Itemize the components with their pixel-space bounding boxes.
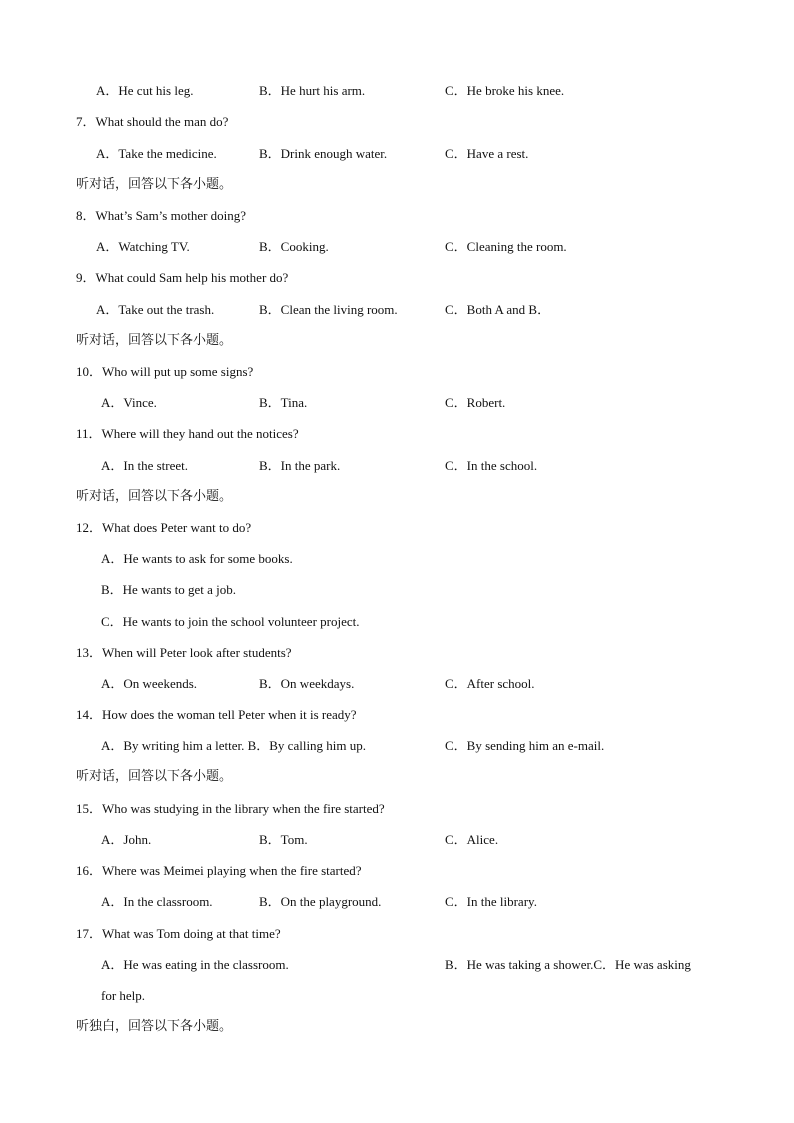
- q10-option-c: C．Robert.: [445, 395, 506, 410]
- q8-option-a: A．Watching TV.: [96, 239, 190, 254]
- q13-option-c: C．After school.: [445, 676, 535, 691]
- q16-option-c: C．In the library.: [445, 894, 537, 909]
- section-instruction-5: 听独白，回答以下各小题。: [76, 1019, 233, 1034]
- section-instruction-2: 听对话，回答以下各小题。: [76, 333, 233, 348]
- q11-option-c: C．In the school.: [445, 458, 538, 473]
- q13-option-b: B．On weekdays.: [259, 676, 355, 691]
- section-instruction-1: 听对话，回答以下各小题。: [76, 177, 233, 192]
- q16-option-b: B．On the playground.: [259, 894, 382, 909]
- q14-option-a-b: A．By writing him a letter. B．By calling him up.: [101, 738, 367, 753]
- q15-option-c: C．Alice.: [445, 832, 499, 847]
- q6-option-b: B．He hurt his arm.: [259, 83, 366, 98]
- q11-stem: 11．Where will they hand out the notices?: [76, 426, 299, 441]
- q13-stem: 13．When will Peter look after students?: [76, 645, 292, 660]
- section-instruction-3: 听对话，回答以下各小题。: [76, 489, 233, 504]
- q17-option-continuation: for help.: [101, 988, 146, 1003]
- q8-stem: 8．What’s Sam’s mother doing?: [76, 208, 247, 223]
- q8-option-b: B．Cooking.: [259, 239, 329, 254]
- q10-stem: 10．Who will put up some signs?: [76, 364, 254, 379]
- q7-option-b: B．Drink enough water.: [259, 146, 388, 161]
- q6-option-a: A．He cut his leg.: [96, 83, 194, 98]
- q17-option-a: A．He was eating in the classroom.: [101, 957, 289, 972]
- q13-option-a: A．On weekends.: [101, 676, 198, 691]
- q12-option-a: A．He wants to ask for some books.: [101, 551, 293, 566]
- q12-stem: 12．What does Peter want to do?: [76, 520, 252, 535]
- q15-option-b: B．Tom.: [259, 832, 308, 847]
- q12-option-c: C．He wants to join the school volunteer project.: [101, 614, 360, 629]
- q17-stem: 17．What was Tom doing at that time?: [76, 926, 281, 941]
- q6-option-c: C．He broke his knee.: [445, 83, 565, 98]
- q12-option-b: B．He wants to get a job.: [101, 582, 237, 597]
- q7-option-a: A．Take the medicine.: [96, 146, 217, 161]
- q15-option-a: A．John.: [101, 832, 152, 847]
- q16-stem: 16．Where was Meimei playing when the fire started?: [76, 863, 362, 878]
- q10-option-b: B．Tina.: [259, 395, 308, 410]
- q7-stem: 7．What should the man do?: [76, 114, 229, 129]
- q17-option-b-c: B．He was taking a shower.C．He was asking: [445, 957, 691, 972]
- q7-option-c: C．Have a rest.: [445, 146, 529, 161]
- q10-option-a: A．Vince.: [101, 395, 157, 410]
- q11-option-b: B．In the park.: [259, 458, 341, 473]
- q15-stem: 15．Who was studying in the library when the fire started?: [76, 801, 385, 816]
- q11-option-a: A．In the street.: [101, 458, 189, 473]
- q16-option-a: A．In the classroom.: [101, 894, 213, 909]
- q14-option-c: C．By sending him an e-mail.: [445, 738, 605, 753]
- q14-stem: 14．How does the woman tell Peter when it is ready?: [76, 707, 357, 722]
- section-instruction-4: 听对话，回答以下各小题。: [76, 769, 233, 784]
- q9-option-c: C．Both A and B．: [445, 302, 551, 317]
- q9-stem: 9．What could Sam help his mother do?: [76, 270, 289, 285]
- q8-option-c: C．Cleaning the room.: [445, 239, 567, 254]
- q9-option-a: A．Take out the trash.: [96, 302, 215, 317]
- q9-option-b: B．Clean the living room.: [259, 302, 398, 317]
